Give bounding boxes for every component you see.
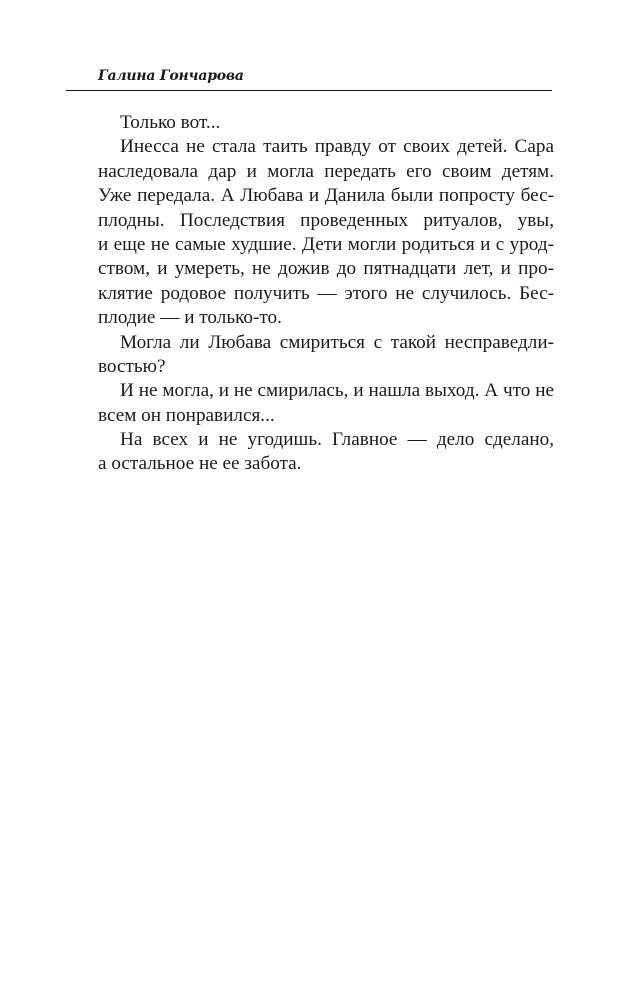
text-line: И не могла, и не смирилась, и нашла выход. А что не	[120, 380, 554, 402]
text-line: клятие родовое получить — этого не случилось. Бес-	[98, 282, 554, 304]
page-body	[98, 111, 554, 477]
text-line: ством, и умереть, не дожив до пятнадцати лет, и про-	[98, 258, 554, 280]
text-line: Уже передала. А Любава и Данила были попросту бес-	[98, 185, 554, 207]
text-line: плодие — и только-то.	[98, 307, 282, 329]
text-line: и еще не самые худшие. Дети могли родиться и с урод-	[98, 233, 554, 255]
text-line: востью?	[98, 355, 166, 377]
running-header	[66, 68, 552, 91]
text-line: наследовала дар и могла передать его своим детям.	[98, 160, 554, 182]
text-line: Могла ли Любава смириться с такой несправедли-	[120, 331, 554, 353]
text-line: Только вот...	[120, 112, 221, 133]
text-line: всем он понравился...	[98, 404, 275, 426]
text-line: На всех и не угодишь. Главное — дело сделано,	[120, 429, 554, 451]
text-line: Инесса не стала таить правду от своих детей. Сара	[120, 136, 554, 158]
text-line: плодны. Последствия проведенных ритуалов, увы,	[98, 209, 554, 231]
author-name: Галина Гончарова	[98, 68, 244, 84]
text-line: а остальное не ее забота.	[98, 453, 302, 475]
